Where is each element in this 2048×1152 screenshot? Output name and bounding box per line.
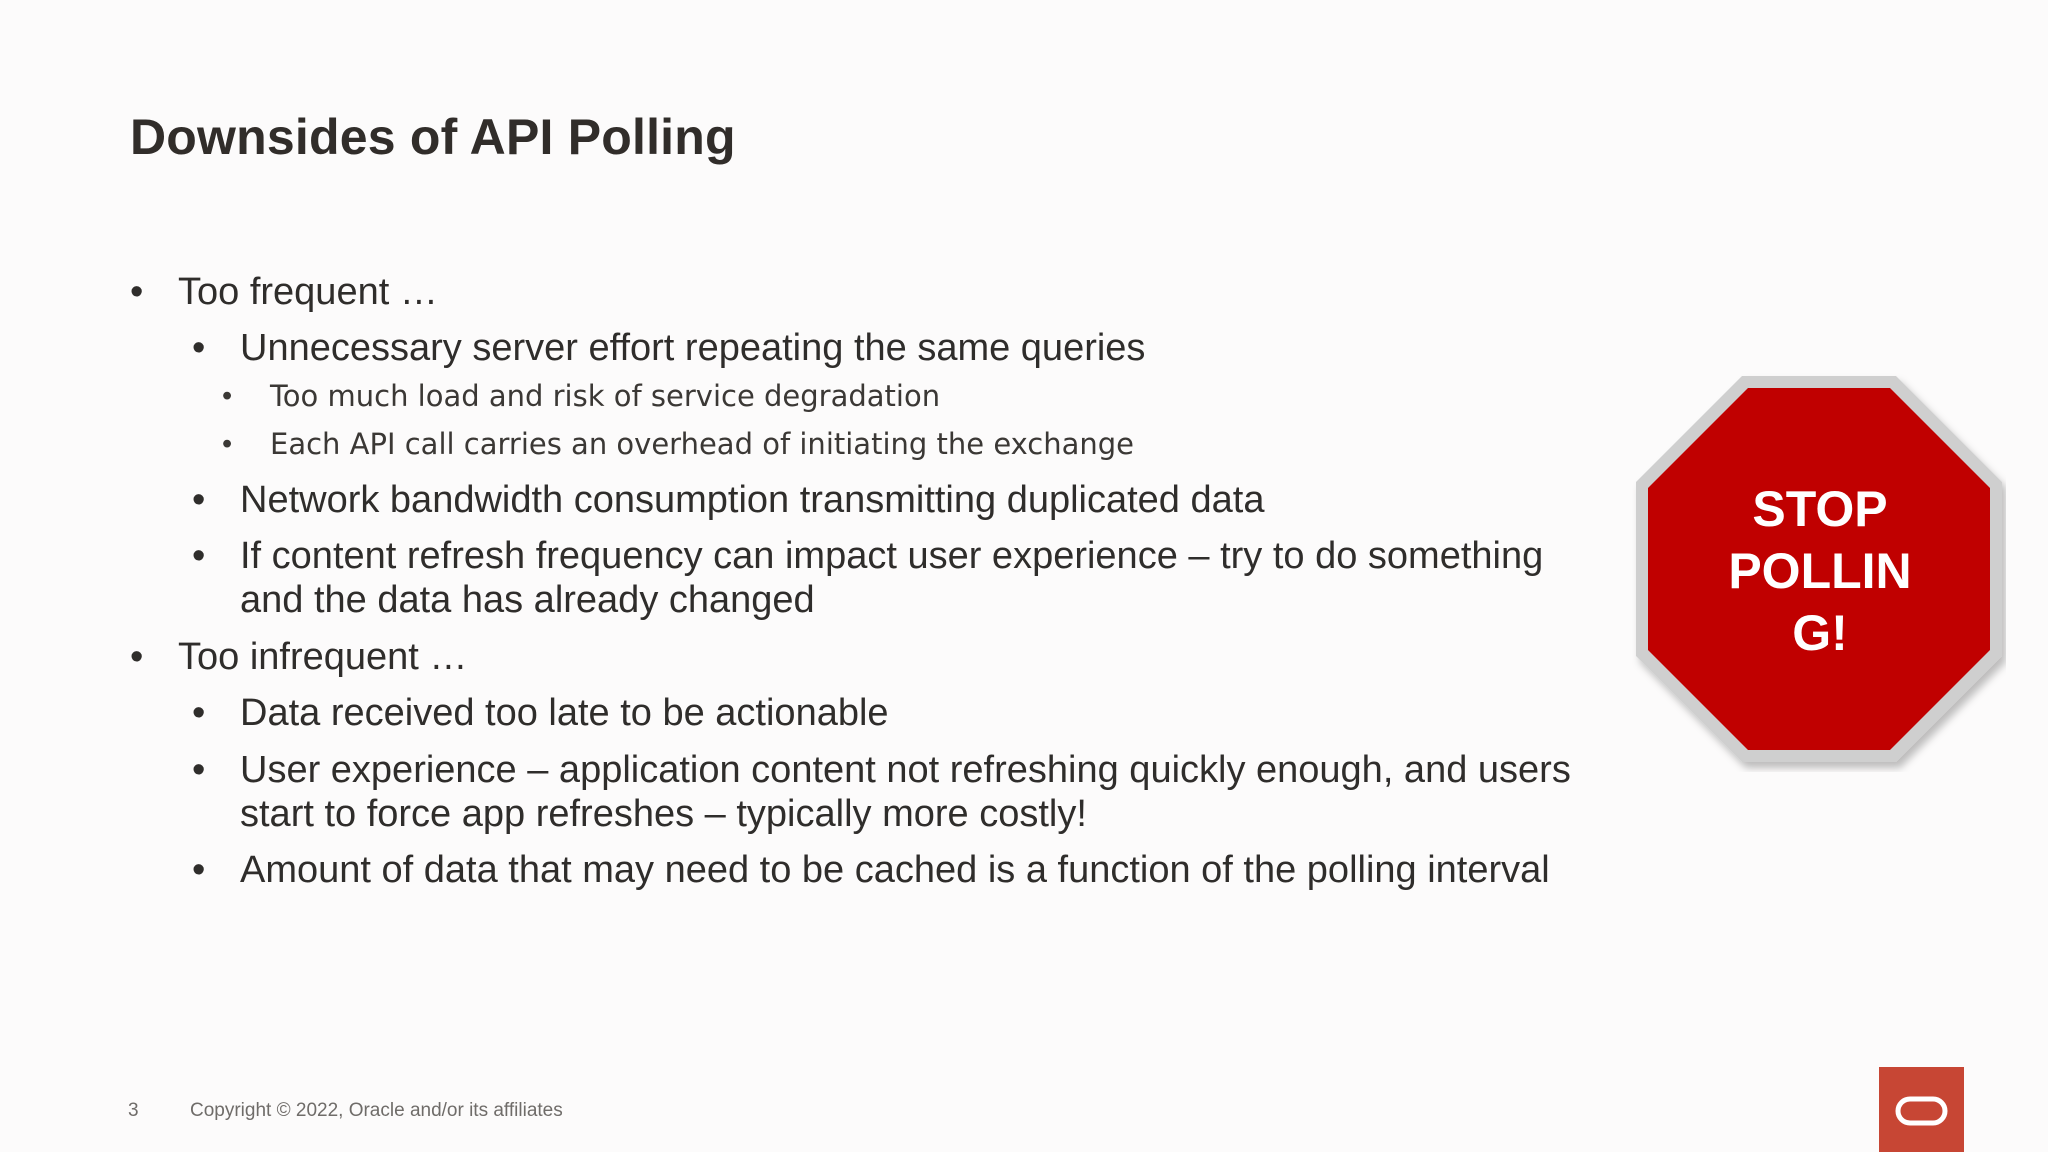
bullet-text: Each API call carries an overhead of initiating the exchange: [270, 427, 1135, 461]
bullet-dot: •: [192, 479, 206, 521]
bullet-text-line-2: start to force app refreshes – typically more costly!: [240, 793, 1087, 835]
bullet-item: [192, 478, 1265, 522]
stop-sign-line: STOP: [1752, 481, 1888, 537]
bullet-text-line-1: User experience – application content not refreshing quickly enough, and users: [240, 749, 1571, 791]
bullet-item: [192, 748, 1571, 836]
oracle-logo: [1879, 1067, 1964, 1152]
bullet-text: Data received too late to be actionable: [240, 692, 889, 734]
bullet-text: Too infrequent …: [178, 636, 468, 678]
bullet-item: [130, 635, 468, 679]
bullet-text: Too frequent …: [178, 271, 438, 313]
stop-sign-line: G!: [1792, 605, 1848, 661]
bullet-item: [130, 270, 438, 314]
bullet-dot: •: [192, 327, 206, 369]
stop-sign-text: [1640, 478, 2000, 664]
bullet-dot: •: [222, 428, 233, 460]
bullet-text-line-2: and the data has already changed: [240, 579, 815, 621]
bullet-text: Amount of data that may need to be cached is a function of the polling interval: [240, 849, 1550, 891]
bullet-item: [222, 425, 1135, 463]
bullet-item: [192, 534, 1544, 622]
bullet-item: [222, 377, 941, 415]
stop-sign-line: POLLIN: [1728, 543, 1912, 599]
bullet-text: Too much load and risk of service degradation: [270, 379, 941, 413]
bullet-dot: •: [130, 636, 144, 678]
bullet-dot: •: [192, 849, 206, 891]
bullet-dot: •: [192, 749, 206, 791]
bullet-text-line-1: If content refresh frequency can impact user experience – try to do something: [240, 535, 1544, 577]
bullet-text: Unnecessary server effort repeating the same queries: [240, 327, 1146, 369]
bullet-dot: •: [192, 535, 206, 577]
slide-title: Downsides of API Polling: [130, 109, 736, 165]
bullet-item: [192, 691, 889, 735]
bullet-text: Network bandwidth consumption transmitting duplicated data: [240, 479, 1265, 521]
oracle-logo-icon: [1879, 1067, 1964, 1152]
copyright-text: Copyright © 2022, Oracle and/or its affiliates: [190, 1100, 563, 1121]
bullet-dot: •: [130, 271, 144, 313]
bullet-dot: •: [222, 380, 233, 412]
bullet-item: [192, 326, 1146, 370]
page-number: 3: [128, 1100, 139, 1121]
bullet-dot: •: [192, 692, 206, 734]
bullet-item: [192, 848, 1550, 892]
